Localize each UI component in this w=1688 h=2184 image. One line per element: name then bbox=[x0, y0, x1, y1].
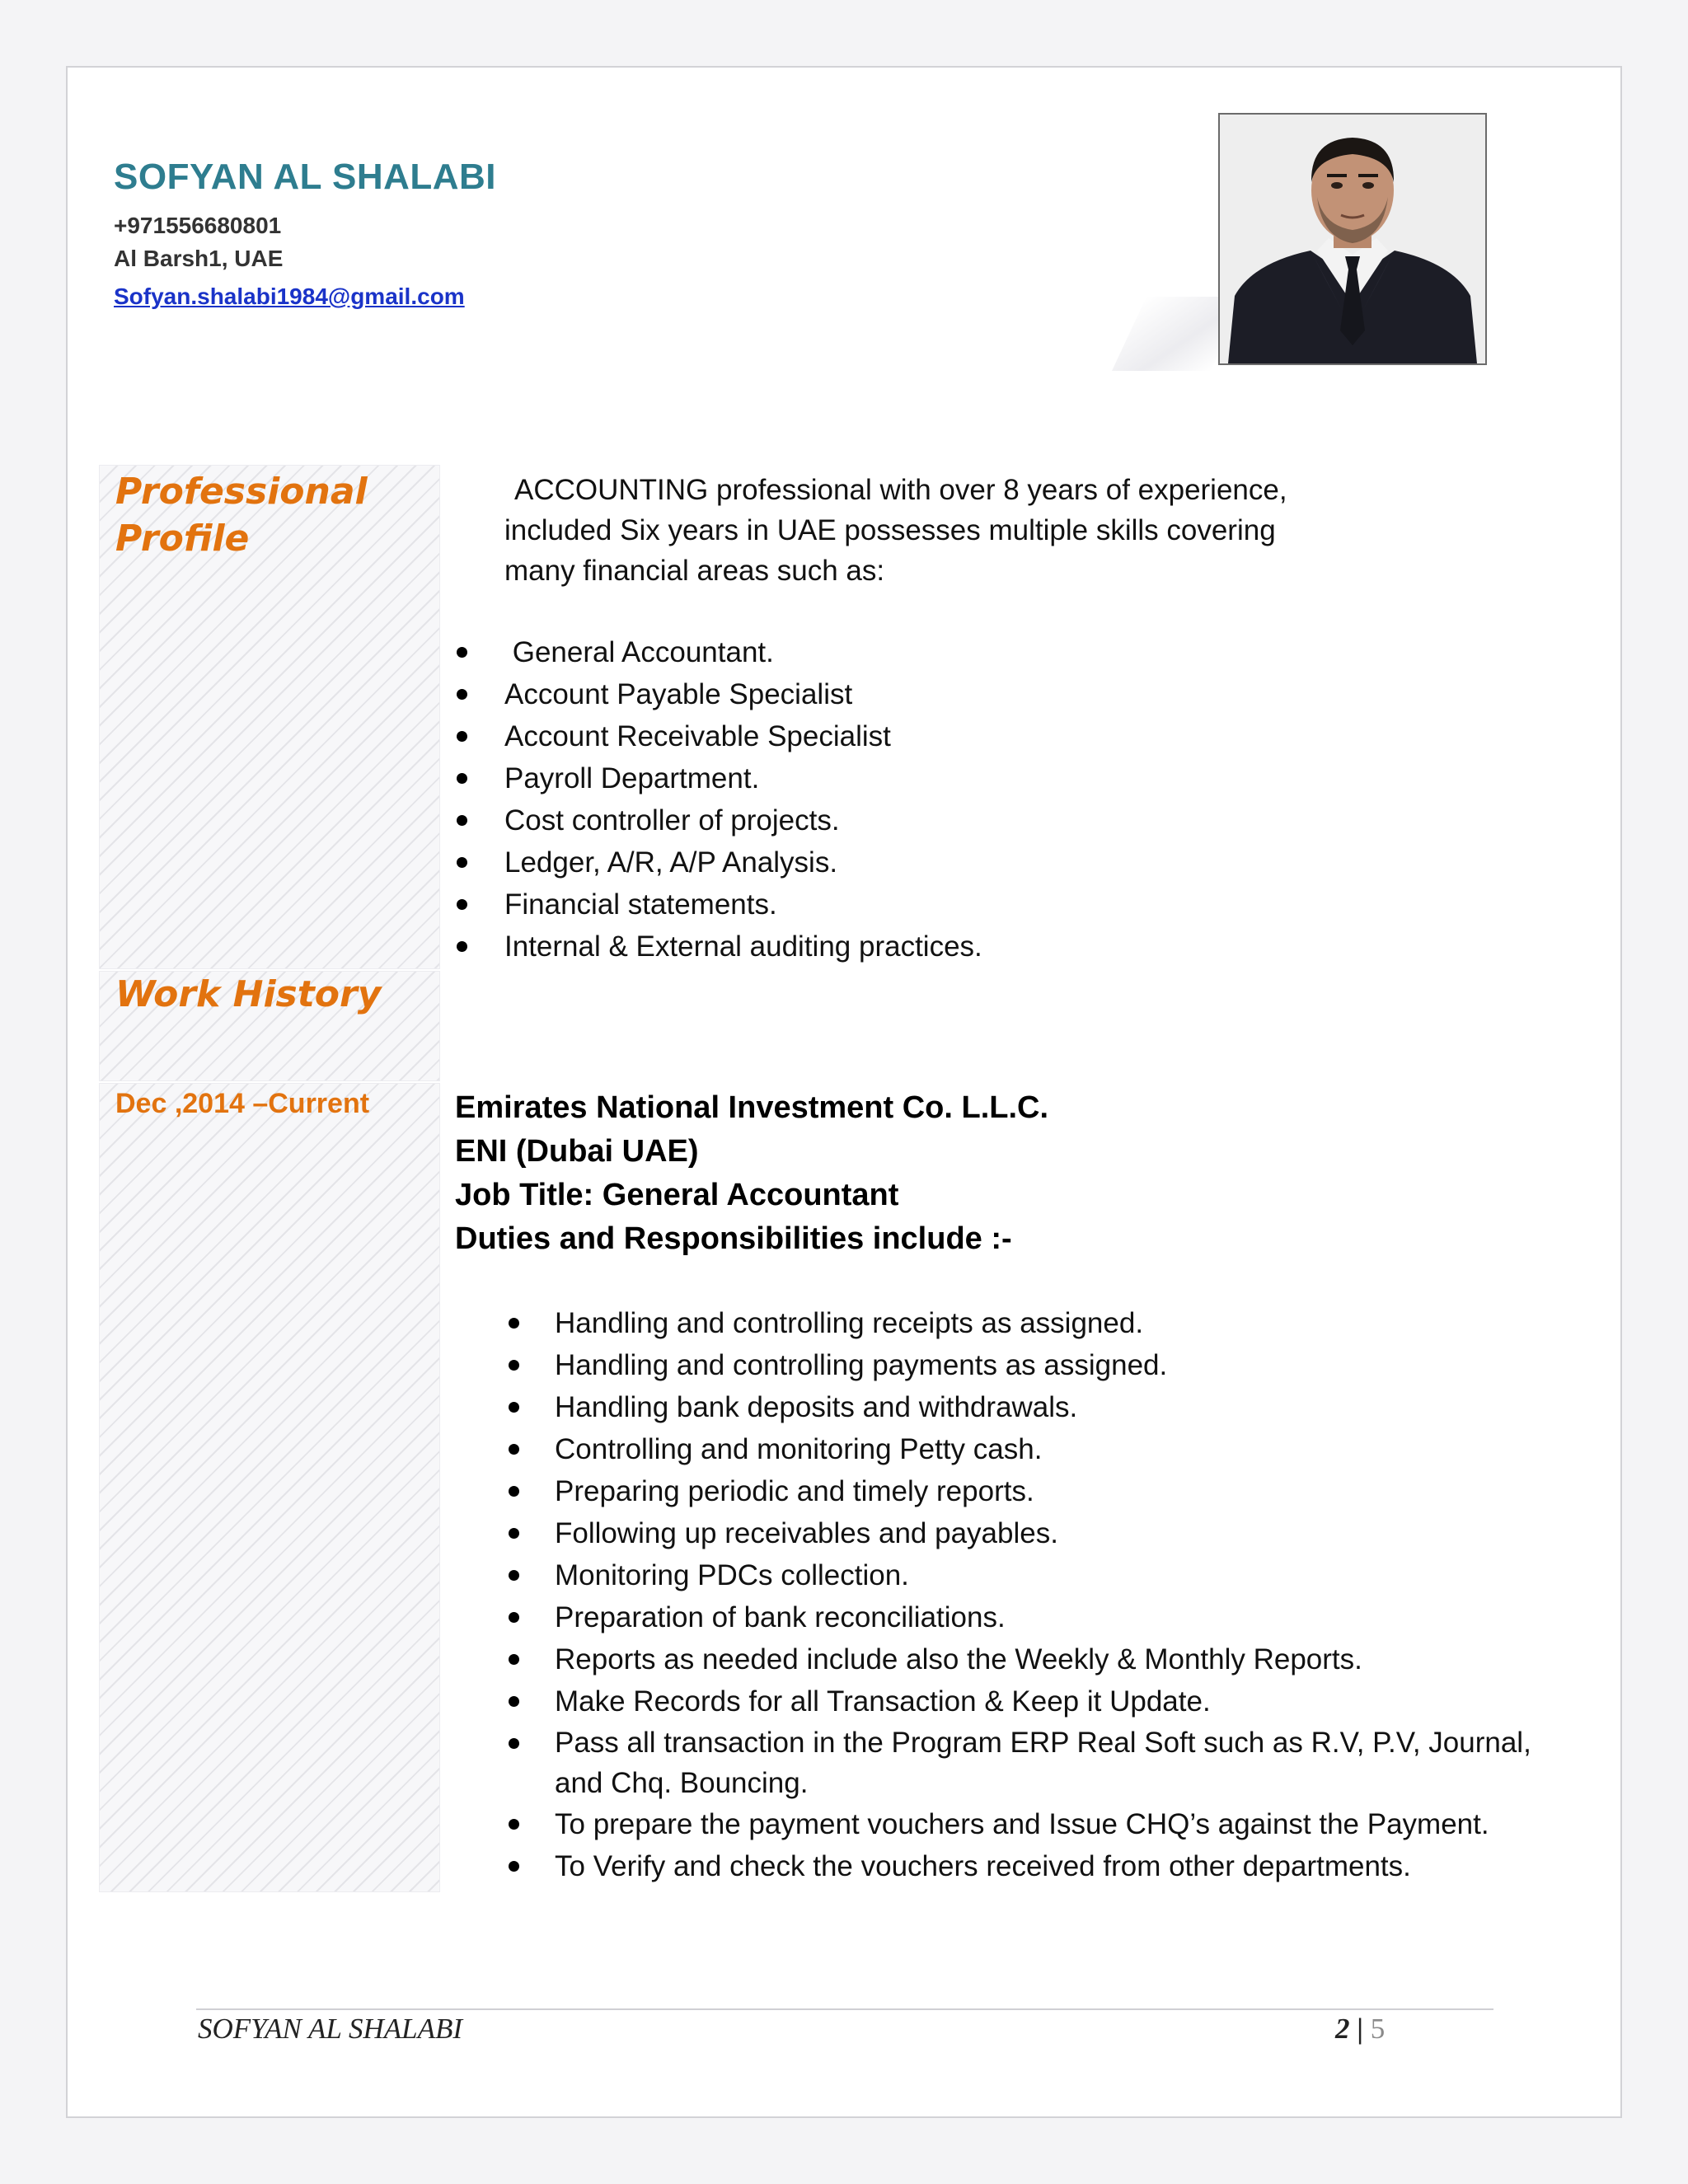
bullet-icon bbox=[509, 1612, 519, 1623]
bullet-icon bbox=[509, 1444, 519, 1455]
list-item: Reports as needed include also the Weekly & Monthly Reports. bbox=[555, 1638, 1568, 1680]
list-item: Handling and controlling receipts as assigned. bbox=[555, 1302, 1568, 1344]
footer-name: SOFYAN AL SHALABI bbox=[198, 2013, 463, 2045]
bullet-icon bbox=[457, 941, 467, 952]
bullet-icon bbox=[509, 1318, 519, 1329]
list-item: Financial statements. bbox=[504, 883, 1411, 926]
candidate-name: SOFYAN AL SHALABI bbox=[114, 157, 497, 197]
list-item: Ledger, A/R, A/P Analysis. bbox=[504, 841, 1411, 883]
list-item: Preparation of bank reconciliations. bbox=[555, 1596, 1568, 1638]
company-name: Emirates National Investment Co. L.L.C. bbox=[455, 1090, 1049, 1125]
list-item: Monitoring PDCs collection. bbox=[555, 1554, 1568, 1596]
list-item: Internal & External auditing practices. bbox=[504, 926, 1411, 968]
profile-intro: ACCOUNTING professional with over 8 years of experience, included Six years in UAE possesses multiple skills covering many financial areas such as: bbox=[504, 474, 1287, 587]
duties-heading: Duties and Responsibilities include :- bbox=[455, 1221, 1012, 1256]
section-title-professional-profile: Professional Profile bbox=[115, 471, 368, 560]
address: Al Barsh1, UAE bbox=[114, 246, 284, 271]
list-item: General Accountant. bbox=[504, 631, 1411, 673]
bullet-icon bbox=[457, 647, 467, 658]
bullet-icon bbox=[457, 857, 467, 868]
bullet-icon bbox=[509, 1819, 519, 1830]
list-item: Make Records for all Transaction & Keep it Update. bbox=[555, 1680, 1568, 1722]
bullet-icon bbox=[509, 1861, 519, 1872]
list-item: Handling bank deposits and withdrawals. bbox=[555, 1386, 1568, 1428]
company-short-name: ENI (Dubai UAE) bbox=[455, 1134, 699, 1169]
bullet-icon bbox=[457, 815, 467, 826]
bullet-icon bbox=[457, 689, 467, 700]
bullet-icon bbox=[509, 1528, 519, 1539]
profile-photo bbox=[1218, 113, 1487, 365]
page-current: 2 bbox=[1335, 2013, 1350, 2045]
bullet-icon bbox=[509, 1360, 519, 1371]
bullet-icon bbox=[457, 731, 467, 742]
job-header bbox=[455, 1086, 1048, 1261]
bullet-icon bbox=[509, 1696, 519, 1707]
section-title-work-history: Work History bbox=[115, 973, 382, 1015]
email-link[interactable]: Sofyan.shalabi1984@gmail.com bbox=[114, 284, 465, 309]
list-item: Account Payable Specialist bbox=[504, 673, 1411, 715]
page-separator: | bbox=[1357, 2013, 1363, 2045]
list-item: Controlling and monitoring Petty cash. bbox=[555, 1428, 1568, 1470]
bullet-icon bbox=[509, 1402, 519, 1413]
list-item: Pass all transaction in the Program ERP Real Soft such as R.V, P.V, Journal, and Chq. Bouncing. bbox=[555, 1722, 1568, 1803]
duties-list bbox=[555, 1302, 1568, 1887]
phone-number: +971556680801 bbox=[114, 213, 282, 238]
list-item: To Verify and check the vouchers received from other departments. bbox=[555, 1845, 1568, 1887]
job-title: Job Title: General Accountant bbox=[455, 1178, 899, 1212]
page-number bbox=[1335, 2013, 1385, 2046]
bullet-icon bbox=[509, 1486, 519, 1497]
bullet-icon bbox=[457, 899, 467, 910]
page-total: 5 bbox=[1370, 2013, 1386, 2045]
list-item: Handling and controlling payments as assigned. bbox=[555, 1344, 1568, 1386]
bullet-icon bbox=[457, 773, 467, 784]
list-item: Preparing periodic and timely reports. bbox=[555, 1470, 1568, 1512]
footer-divider bbox=[196, 2008, 1493, 2010]
skills-list bbox=[504, 631, 1411, 968]
list-item: To prepare the payment vouchers and Issue CHQ’s against the Payment. bbox=[555, 1803, 1568, 1845]
list-item: Account Receivable Specialist bbox=[504, 715, 1411, 757]
list-item: Cost controller of projects. bbox=[504, 799, 1411, 841]
list-item: Payroll Department. bbox=[504, 757, 1411, 799]
list-item: Following up receivables and payables. bbox=[555, 1512, 1568, 1554]
portrait-icon bbox=[1220, 115, 1485, 363]
bullet-icon bbox=[509, 1738, 519, 1749]
bullet-icon bbox=[509, 1570, 519, 1581]
job-date-range: Dec ,2014 –Current bbox=[115, 1088, 370, 1119]
bullet-icon bbox=[509, 1654, 519, 1665]
sidebar-panel-job bbox=[99, 1083, 440, 1892]
